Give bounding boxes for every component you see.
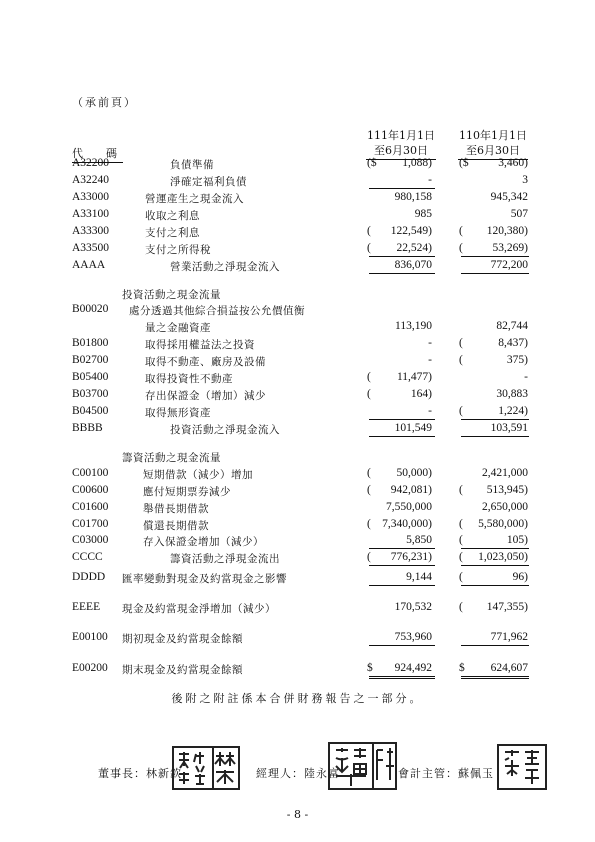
prefix-2022: (	[367, 518, 371, 530]
value-2022: 22,524)	[396, 242, 432, 254]
value-2022: 5,850	[406, 534, 432, 546]
row-label: 短期借款（減少）增加	[143, 469, 253, 481]
value-2022: 7,550,000	[386, 501, 432, 513]
value-2022: 50,000)	[396, 467, 432, 479]
manager-signature: 經理人：陸永富	[256, 767, 340, 780]
row-label: 收取之利息	[145, 210, 200, 222]
underline	[461, 436, 529, 437]
underline	[461, 419, 529, 420]
chairman-seal	[172, 746, 214, 790]
row-code: A32240	[72, 174, 110, 186]
row-code: E00200	[72, 662, 108, 674]
value-2022: 1,088)	[402, 157, 432, 169]
prefix-2021: (	[459, 354, 463, 366]
prefix-2021: (	[459, 571, 463, 583]
continued-label: （承前頁）	[72, 96, 137, 109]
row-code: B05400	[72, 371, 109, 383]
value-2021: -	[524, 371, 528, 383]
prefix-2021: (	[459, 518, 463, 530]
value-2022: -	[428, 354, 432, 366]
prefix-2022: $	[367, 662, 373, 674]
prefix-2021: $	[459, 662, 465, 674]
table-row	[0, 319, 595, 336]
value-2021: 945,342	[490, 191, 528, 203]
underline	[369, 419, 435, 420]
underline	[369, 565, 435, 566]
table-row	[0, 302, 595, 319]
row-code: A33100	[72, 208, 110, 220]
row-label: 期初現金及約當現金餘額	[122, 633, 243, 645]
prefix-2021: ($	[459, 157, 469, 169]
table-row	[0, 286, 595, 303]
value-2022: 836,070	[394, 259, 432, 271]
row-label: 償還長期借款	[143, 520, 209, 532]
col2-header-line1: 110年1月1日	[459, 129, 527, 142]
underline	[369, 188, 435, 189]
value-2022: 113,190	[395, 320, 432, 332]
value-2022: 942,081)	[390, 484, 432, 496]
prefix-2021: (	[459, 242, 463, 254]
table-row	[0, 224, 595, 241]
value-2021: 5,580,000)	[478, 518, 528, 530]
row-label: 負債準備	[170, 159, 214, 171]
prefix-2021: (	[459, 225, 463, 237]
prefix-2022: (	[367, 467, 371, 479]
accountant-signature: 會計主管：蘇佩玉	[398, 767, 494, 780]
underline	[369, 273, 435, 274]
value-2022: 170,532	[394, 601, 432, 613]
value-2022: 7,340,000)	[382, 518, 432, 530]
double-underline	[369, 676, 435, 679]
table-row	[0, 258, 595, 275]
prefix-2022: (	[367, 551, 371, 563]
col1-header-line2: 至6月30日	[366, 142, 436, 160]
col2-header-line2: 至6月30日	[458, 142, 528, 160]
value-2022: 980,158	[394, 191, 432, 203]
row-code: B00020	[72, 303, 109, 315]
prefix-2022: (	[367, 388, 371, 400]
value-2021: 507	[510, 208, 528, 220]
table-row	[0, 156, 595, 173]
table-row	[0, 466, 595, 483]
value-2021: 105)	[506, 534, 528, 546]
prefix-2021: (	[459, 601, 463, 613]
value-2021: 2,421,000	[482, 467, 528, 479]
prefix-2022: (	[367, 225, 371, 237]
double-underline	[461, 676, 529, 679]
row-label: 籌資活動之淨現金流出	[170, 553, 280, 565]
underline	[461, 548, 529, 549]
value-2021: 3	[522, 174, 528, 186]
value-2021: 103,591	[490, 422, 528, 434]
row-code: C01700	[72, 518, 109, 530]
value-2022: 164)	[410, 388, 432, 400]
table-row	[0, 550, 595, 567]
row-label: 營運產生之現金流入	[145, 193, 244, 205]
value-2021: 772,200	[490, 259, 528, 271]
underline	[461, 585, 529, 586]
table-row	[0, 336, 595, 353]
table-row	[0, 370, 595, 387]
row-code: AAAA	[72, 259, 106, 271]
value-2022: 924,492	[394, 662, 432, 674]
value-2021: 82,744	[496, 320, 528, 332]
row-label: 投資活動之現金流量	[122, 289, 221, 301]
row-label: 現金及約當現金淨增加（減少）	[122, 603, 276, 615]
row-label: 投資活動之淨現金流入	[170, 424, 280, 436]
table-row	[0, 173, 595, 190]
value-2021: 30,883	[496, 388, 528, 400]
row-label: 存出保證金（增加）減少	[145, 390, 266, 402]
row-label: 籌資活動之現金流量	[122, 452, 221, 464]
row-code: EEEE	[72, 601, 101, 613]
row-code: B02700	[72, 354, 109, 366]
row-code: A33000	[72, 191, 110, 203]
table-row	[0, 517, 595, 534]
row-label: 取得投資性不動產	[145, 373, 233, 385]
row-label: 舉借長期借款	[143, 503, 209, 515]
underline	[369, 645, 435, 646]
manager-seal	[328, 742, 374, 790]
value-2021: 120,380)	[486, 225, 528, 237]
value-2022: 985	[414, 208, 432, 220]
value-2021: 147,355)	[486, 601, 528, 613]
page-number: - 8 -	[286, 808, 309, 821]
underline	[369, 585, 435, 586]
value-2022: -	[428, 405, 432, 417]
value-2021: 624,607	[490, 662, 528, 674]
value-2021: 1,224)	[498, 405, 528, 417]
prefix-2022: (	[367, 242, 371, 254]
value-2021: 8,437)	[498, 337, 528, 349]
underline	[461, 273, 529, 274]
row-code: B01800	[72, 337, 109, 349]
table-row	[0, 190, 595, 207]
table-row	[0, 483, 595, 500]
row-code: C00100	[72, 467, 109, 479]
table-row	[0, 241, 595, 258]
row-code: E00100	[72, 631, 108, 643]
row-label: 支付之所得稅	[145, 244, 211, 256]
table-row	[0, 630, 595, 647]
row-label: 匯率變動對現金及約當現金之影響	[122, 573, 287, 585]
value-2021: 53,269)	[492, 242, 528, 254]
prefix-2021: (	[459, 337, 463, 349]
row-code: B03700	[72, 388, 109, 400]
table-row	[0, 404, 595, 421]
underline	[369, 436, 435, 437]
value-2021: 771,962	[490, 631, 528, 643]
table-row	[0, 500, 595, 517]
accountant-seal	[497, 744, 547, 790]
table-row	[0, 661, 595, 678]
row-code: B04500	[72, 405, 109, 417]
row-label: 營業活動之淨現金流入	[170, 261, 280, 273]
table-row	[0, 533, 595, 550]
table-row	[0, 600, 595, 617]
row-label: 取得採用權益法之投資	[145, 339, 255, 351]
chairman-seal-right	[212, 746, 240, 790]
row-code: DDDD	[72, 571, 106, 583]
prefix-2022: (	[367, 484, 371, 496]
table-row	[0, 387, 595, 404]
value-2022: 122,549)	[390, 225, 432, 237]
value-2021: 2,650,000	[482, 501, 528, 513]
footnote: 後附之附註係本合併財務報告之一部分。	[171, 692, 424, 705]
row-code: C01600	[72, 501, 109, 513]
table-row	[0, 207, 595, 224]
manager-seal-right	[373, 742, 397, 790]
value-2022: 11,477)	[396, 371, 432, 383]
value-2022: 776,231)	[390, 551, 432, 563]
value-2021: 375)	[506, 354, 528, 366]
value-2022: 9,144	[406, 571, 432, 583]
underline	[461, 645, 529, 646]
row-label: 處分透過其他綜合損益按公允價值衡	[129, 305, 305, 317]
row-code: CCCC	[72, 551, 103, 563]
prefix-2021: (	[459, 551, 463, 563]
value-2022: 753,960	[394, 631, 432, 643]
prefix-2021: (	[459, 534, 463, 546]
row-code: C00600	[72, 484, 109, 496]
row-label: 應付短期票券減少	[143, 486, 231, 498]
table-row	[0, 570, 595, 587]
table-row	[0, 449, 595, 466]
value-2021: 513,945)	[486, 484, 528, 496]
row-code: A33300	[72, 225, 110, 237]
value-2022: -	[428, 337, 432, 349]
row-code: A32200	[72, 157, 110, 169]
chairman-signature: 董事長：林新欽	[98, 767, 182, 780]
underline	[461, 565, 529, 566]
row-label: 淨確定福利負債	[170, 176, 247, 188]
underline	[369, 548, 435, 549]
row-label: 取得無形資產	[145, 407, 211, 419]
row-label: 支付之利息	[145, 227, 200, 239]
value-2021: 1,023,050)	[478, 551, 528, 563]
table-row	[0, 353, 595, 370]
row-code: C03000	[72, 534, 109, 546]
underline	[369, 256, 435, 257]
row-code: A33500	[72, 242, 110, 254]
value-2021: 96)	[512, 571, 528, 583]
row-code: BBBB	[72, 422, 103, 434]
underline	[461, 256, 529, 257]
row-label: 存入保證金增加（減少）	[143, 536, 264, 548]
code-column-header: 代 碼	[72, 145, 123, 163]
table-row	[0, 421, 595, 438]
prefix-2021: (	[459, 484, 463, 496]
prefix-2022: (	[367, 371, 371, 383]
row-label: 量之金融資產	[145, 322, 211, 334]
row-label: 期末現金及約當現金餘額	[122, 664, 243, 676]
value-2022: -	[428, 174, 432, 186]
prefix-2022: ($	[367, 157, 377, 169]
row-label: 取得不動產、廠房及設備	[145, 356, 266, 368]
prefix-2021: (	[459, 405, 463, 417]
value-2021: 3,460)	[498, 157, 528, 169]
col1-header-line1: 111年1月1日	[367, 129, 435, 142]
value-2022: 101,549	[394, 422, 432, 434]
